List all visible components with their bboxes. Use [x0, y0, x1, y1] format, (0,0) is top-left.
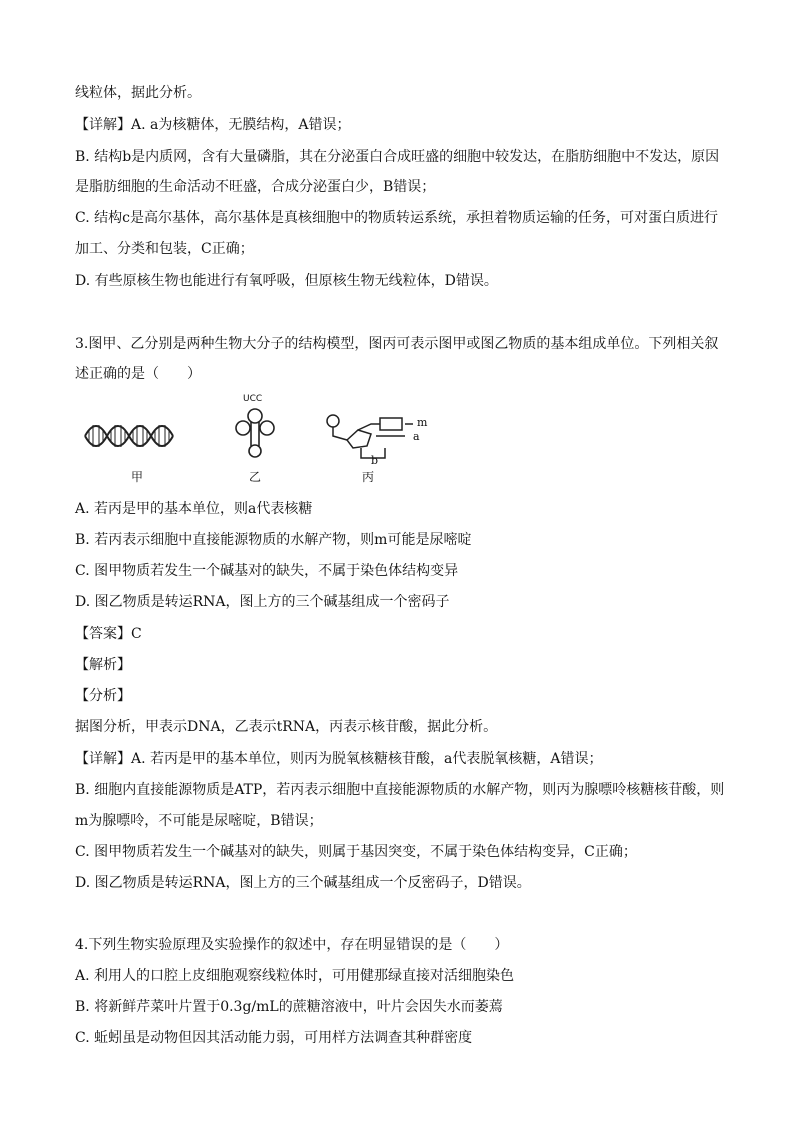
trna-cloverleaf-icon: [236, 409, 274, 457]
label-a: a: [413, 430, 420, 443]
nucleotide-icon: [327, 415, 413, 458]
figure-label-yi: 乙: [249, 470, 262, 484]
option-c: C. 图甲物质若发生一个碱基对的缺失，不属于染色体结构变异: [75, 563, 459, 579]
question-3-stem: 述正确的是（ ）: [75, 366, 201, 382]
text-line: B. 细胞内直接能源物质是ATP，若丙表示细胞中直接能源物质的水解产物，则丙为腺嘌呤核糖核苷酸，则: [75, 782, 725, 798]
text-line: 加工、分类和包装，C正确；: [75, 241, 254, 257]
option-d: D. 图乙物质是转运RNA，图上方的三个碱基组成一个密码子: [75, 594, 450, 610]
text-line: C. 图甲物质若发生一个碱基对的缺失，则属于基因突变，不属于染色体结构变异，C正确；: [75, 844, 637, 860]
figure-label-jia: 甲: [131, 470, 144, 484]
label-b: b: [371, 454, 379, 467]
question-4-stem: 4.下列生物实验原理及实验操作的叙述中，存在明显错误的是（ ）: [75, 937, 509, 953]
answer: 【答案】C: [75, 626, 142, 642]
analysis-subheading: 【分析】: [75, 688, 131, 704]
text-line: C. 结构c是高尔基体，高尔基体是真核细胞中的物质转运系统，承担着物质运输的任务，可对蛋白质进行: [75, 210, 718, 226]
text-line: 据图分析，甲表示DNA，乙表示tRNA，丙表示核苷酸，据此分析。: [75, 719, 498, 735]
text-line: D. 有些原核生物也能进行有氧呼吸，但原核生物无线粒体，D错误。: [75, 273, 498, 289]
option-b: B. 将新鲜芹菜叶片置于0.3g/mL的蔗糖溶液中，叶片会因失水而萎蔫: [75, 999, 503, 1015]
figure-label-bing: 丙: [362, 470, 375, 484]
text-line: 【详解】A. a为核糖体，无膜结构，A错误；: [75, 117, 351, 133]
dna-double-helix-icon: [85, 425, 173, 447]
text-line: 线粒体，据此分析。: [75, 85, 201, 101]
figure-molecule-models: [75, 396, 435, 488]
text-line: B. 结构b是内质网，含有大量磷脂，其在分泌蛋白合成旺盛的细胞中较发达，在脂肪细胞中不发达，原因: [75, 149, 720, 165]
text-line: D. 图乙物质是转运RNA，图上方的三个碱基组成一个反密码子，D错误。: [75, 875, 531, 891]
option-c: C. 蚯蚓虽是动物但因其活动能力弱，可用样方法调查其种群密度: [75, 1030, 473, 1046]
analysis-heading: 【解析】: [75, 657, 131, 673]
option-a: A. 若丙是甲的基本单位，则a代表核糖: [75, 501, 313, 517]
option-b: B. 若丙表示细胞中直接能源物质的水解产物，则m可能是尿嘧啶: [75, 532, 472, 548]
anticodon-label: UCC: [243, 394, 263, 404]
text-line: m为腺嘌呤，不可能是尿嘧啶，B错误；: [75, 813, 323, 829]
text-line: 是脂肪细胞的生命活动不旺盛，合成分泌蛋白少，B错误；: [75, 179, 436, 195]
question-3-stem: 3.图甲、乙分别是两种生物大分子的结构模型，图丙可表示图甲或图乙物质的基本组成单位。下列相关叙: [75, 336, 719, 352]
label-m: m: [417, 416, 428, 429]
text-line: 【详解】A. 若丙是甲的基本单位，则丙为脱氧核糖核苷酸，a代表脱氧核糖，A错误；: [75, 751, 603, 767]
option-a: A. 利用人的口腔上皮细胞观察线粒体时，可用健那绿直接对活细胞染色: [75, 968, 515, 984]
